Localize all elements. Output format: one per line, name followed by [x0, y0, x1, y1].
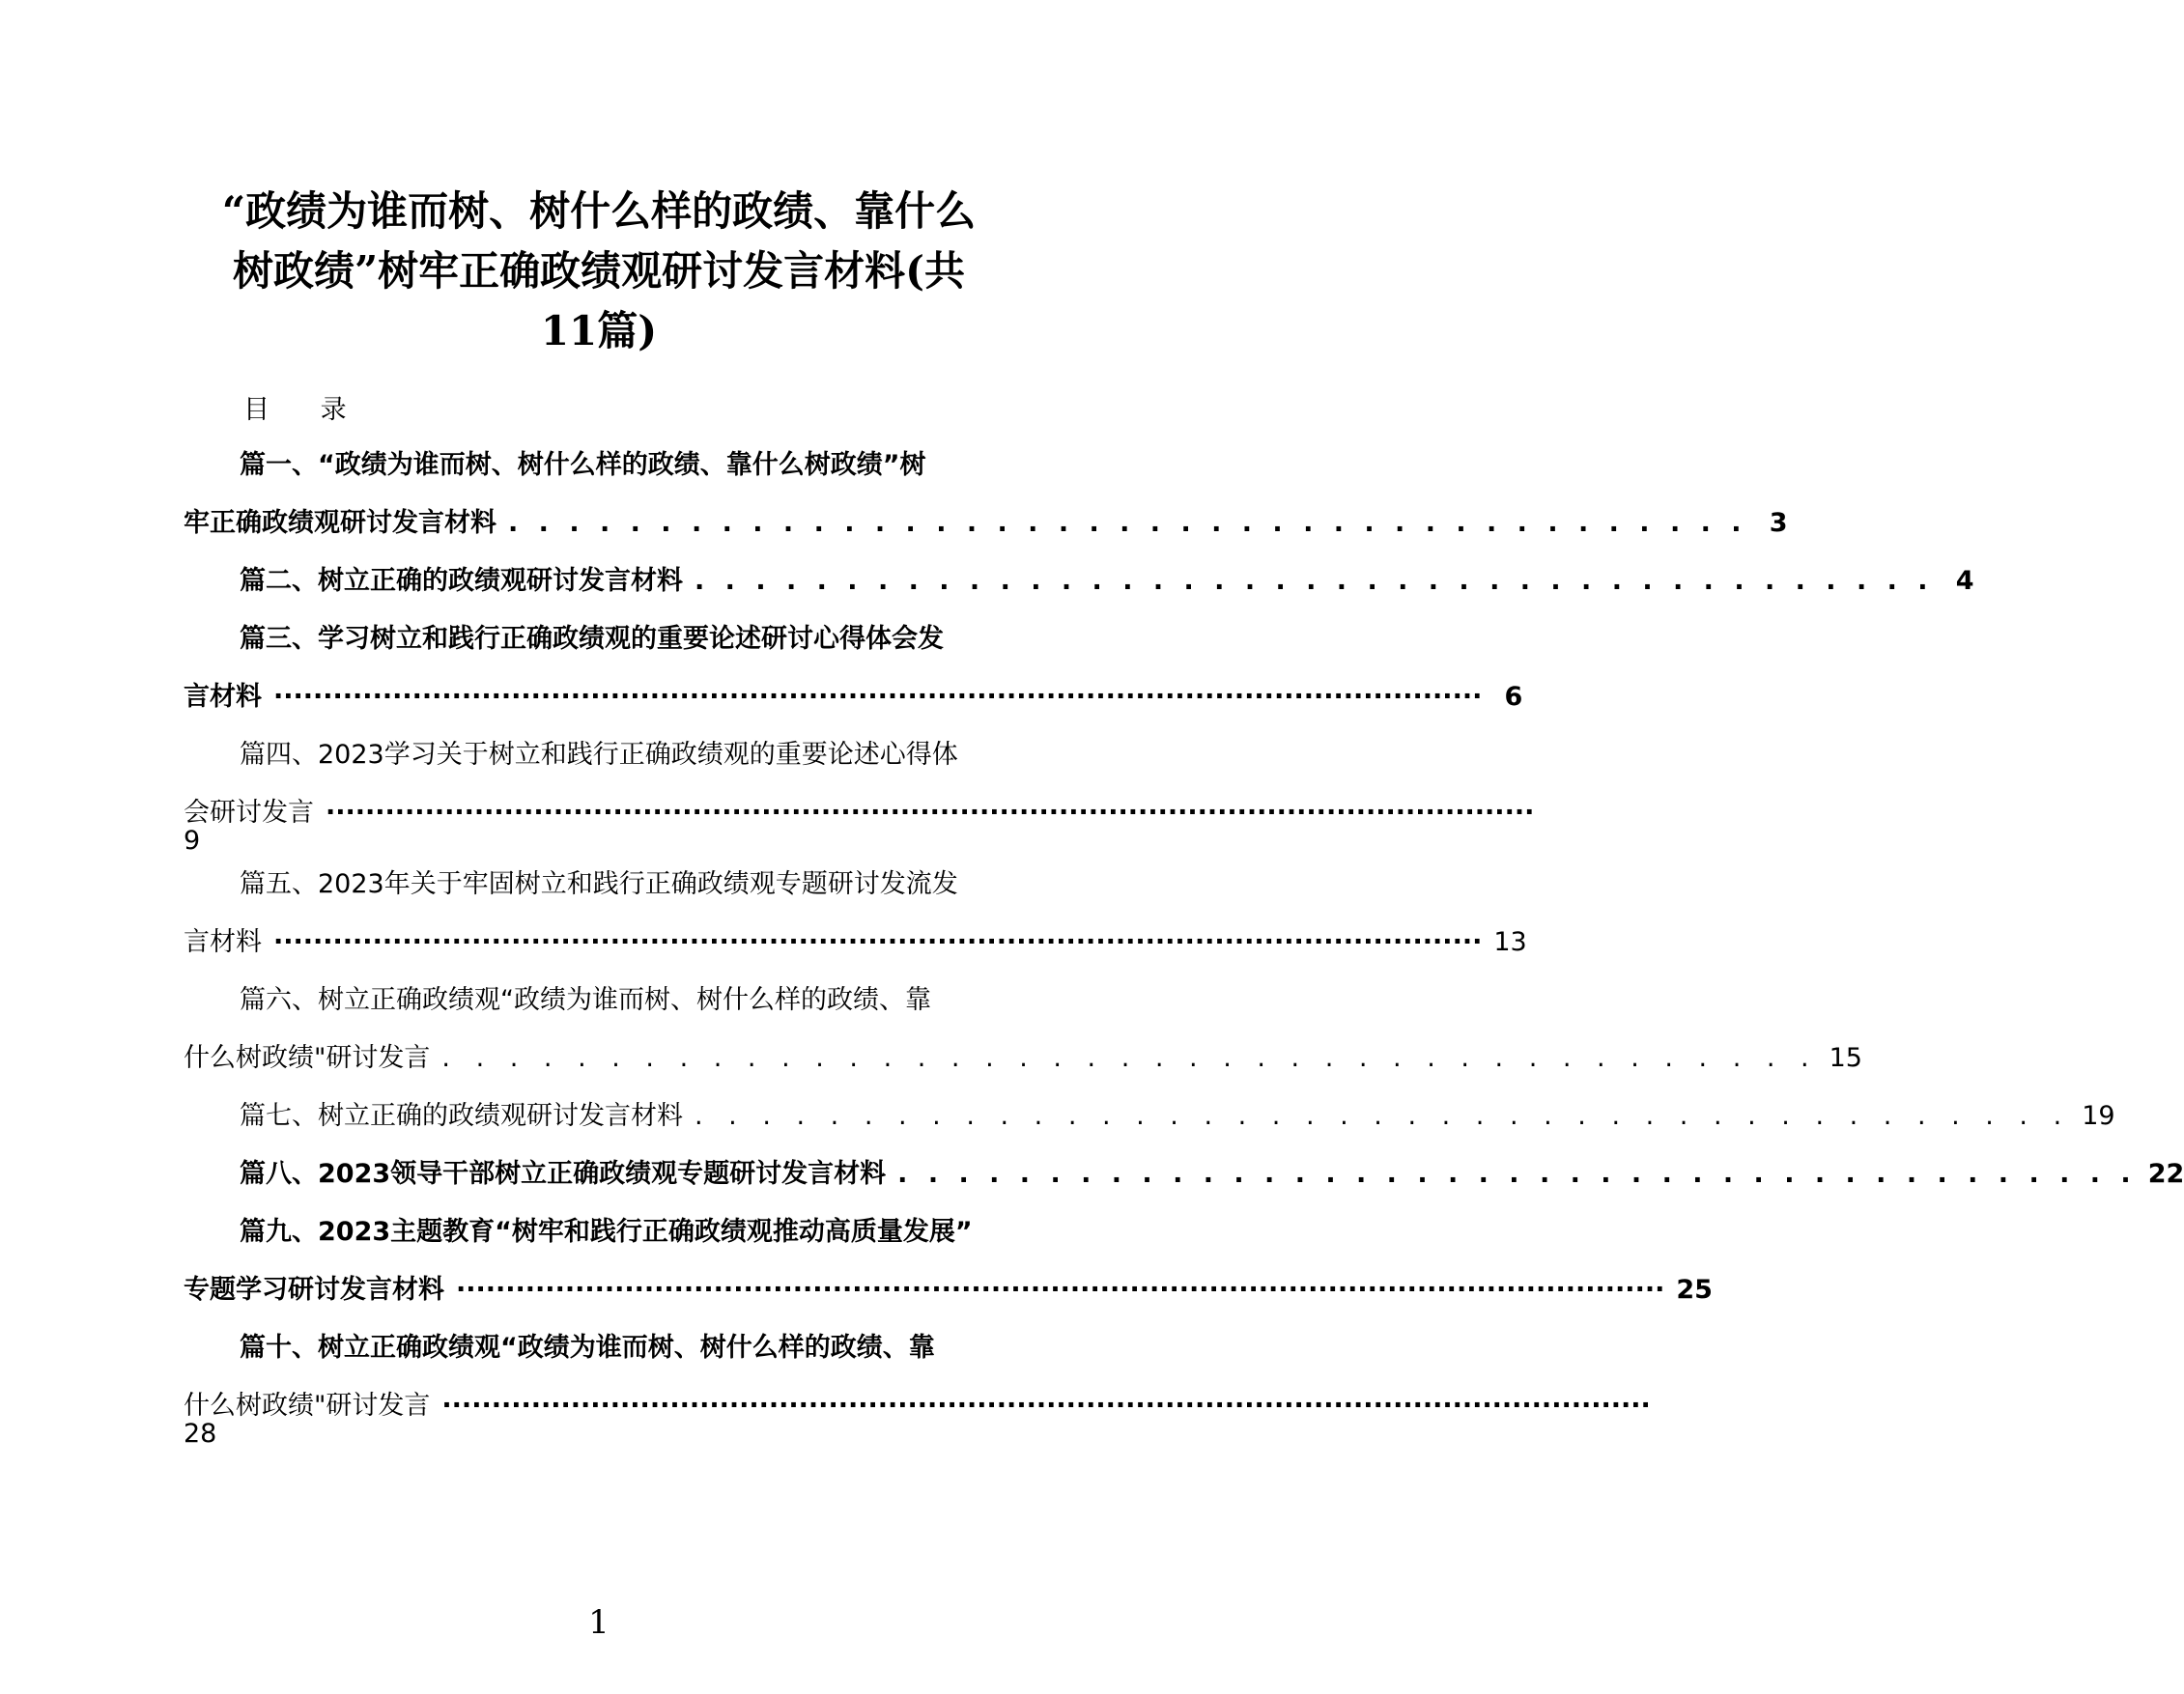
toc-heading: 目 录	[243, 395, 368, 425]
dot-leader: . . . . . . . . . . . . . . . . . . . . . . . . . . . . . . . . . . . . . . . . .	[695, 566, 1934, 596]
toc-entry-1[interactable]	[184, 437, 1788, 552]
toc-entry-text: 什么树政绩"研讨发言	[184, 1043, 431, 1073]
dot-leader: ··························································································································	[273, 927, 1483, 957]
toc-entry-text: 篇五、2023年关于牢固树立和践行正确政绩观专题研讨发流发	[240, 869, 958, 899]
toc-entry-text: 什么树政绩"研讨发言	[184, 1391, 431, 1421]
title-line-2: 树政绩”树牢正确政绩观研讨发言材料(共	[232, 247, 966, 295]
title-line-1: “政绩为谁而树、树什么样的政绩、靠什么	[221, 187, 977, 235]
toc-entry-text: 篇六、树立正确政绩观“政绩为谁而树、树什么样的政绩、靠	[240, 985, 931, 1015]
page-number: 1	[588, 1603, 610, 1642]
title-line-3: 11篇)	[540, 307, 658, 354]
toc-entry-6[interactable]	[184, 972, 1862, 1087]
toc-entry-3[interactable]	[184, 610, 1523, 726]
toc-entry-text: 篇一、“政绩为谁而树、树什么样的政绩、靠什么树政绩”树	[240, 450, 926, 480]
toc-entry-4[interactable]	[184, 726, 1535, 856]
toc-entry-text: 会研讨发言	[184, 798, 314, 828]
toc-entry-text: 言材料	[184, 927, 262, 957]
dot-leader: ··························································································································	[326, 798, 1535, 828]
toc-entry-7[interactable]	[184, 1087, 2115, 1145]
toc-page-number: 6	[1504, 682, 1523, 712]
document-title	[184, 182, 1014, 361]
toc-page-number: 4	[1955, 566, 1974, 596]
toc-page-number: 22	[2147, 1159, 2184, 1189]
toc-entry-8[interactable]	[184, 1145, 2184, 1203]
toc-entry-text: 牢正确政绩观研讨发言材料	[184, 508, 496, 538]
toc-entry-text: 专题学习研讨发言材料	[184, 1275, 444, 1305]
toc-entry-text: 篇十、树立正确政绩观“政绩为谁而树、树什么样的政绩、靠	[240, 1333, 935, 1363]
toc-entry-text: 篇八、2023领导干部树立正确政绩观专题研讨发言材料	[240, 1159, 887, 1189]
toc-page-number: 28	[184, 1419, 217, 1449]
toc-page-number: 3	[1769, 508, 1788, 538]
dot-leader: . . . . . . . . . . . . . . . . . . . . . . . . . . . . . . . . . . . . . . . . .	[508, 508, 1747, 538]
toc-entry-2[interactable]	[184, 552, 1974, 610]
toc-entry-text: 篇三、学习树立和践行正确政绩观的重要论述研讨心得体会发	[240, 624, 944, 654]
toc-entry-text: 篇二、树立正确的政绩观研讨发言材料	[240, 566, 683, 596]
toc-entry-text: 篇四、2023学习关于树立和践行正确政绩观的重要论述心得体	[240, 740, 958, 770]
toc-entry-10[interactable]	[184, 1319, 1651, 1449]
dot-leader: ··························································································································	[441, 1391, 1651, 1421]
toc-entry-text: 篇七、树立正确的政绩观研讨发言材料	[240, 1101, 683, 1131]
toc-entry-text: 言材料	[184, 682, 262, 712]
table-of-contents	[184, 437, 2184, 1449]
toc-entry-5[interactable]	[184, 856, 1527, 972]
toc-page-number: 15	[1829, 1043, 1862, 1073]
toc-entry-text: 篇九、2023主题教育“树牢和践行正确政绩观推动高质量发展”	[240, 1217, 973, 1247]
dot-leader: . . . . . . . . . . . . . . . . . . . . . . . . . . . . . . . . . . . . . . . . .	[897, 1159, 2137, 1189]
toc-page-number: 9	[184, 826, 201, 856]
toc-page-number: 19	[2082, 1101, 2115, 1131]
dot-leader: . . . . . . . . . . . . . . . . . . . . . . . . . . . . . . . . . . . . . . . . .	[695, 1101, 2071, 1131]
dot-leader: . . . . . . . . . . . . . . . . . . . . . . . . . . . . . . . . . . . . . . . . .	[441, 1043, 1818, 1073]
dot-leader: ··························································································································	[456, 1275, 1665, 1305]
toc-page-number: 13	[1493, 927, 1527, 957]
dot-leader: ··························································································································	[273, 682, 1483, 712]
toc-entry-9[interactable]	[184, 1203, 1713, 1319]
toc-page-number: 25	[1676, 1275, 1713, 1305]
